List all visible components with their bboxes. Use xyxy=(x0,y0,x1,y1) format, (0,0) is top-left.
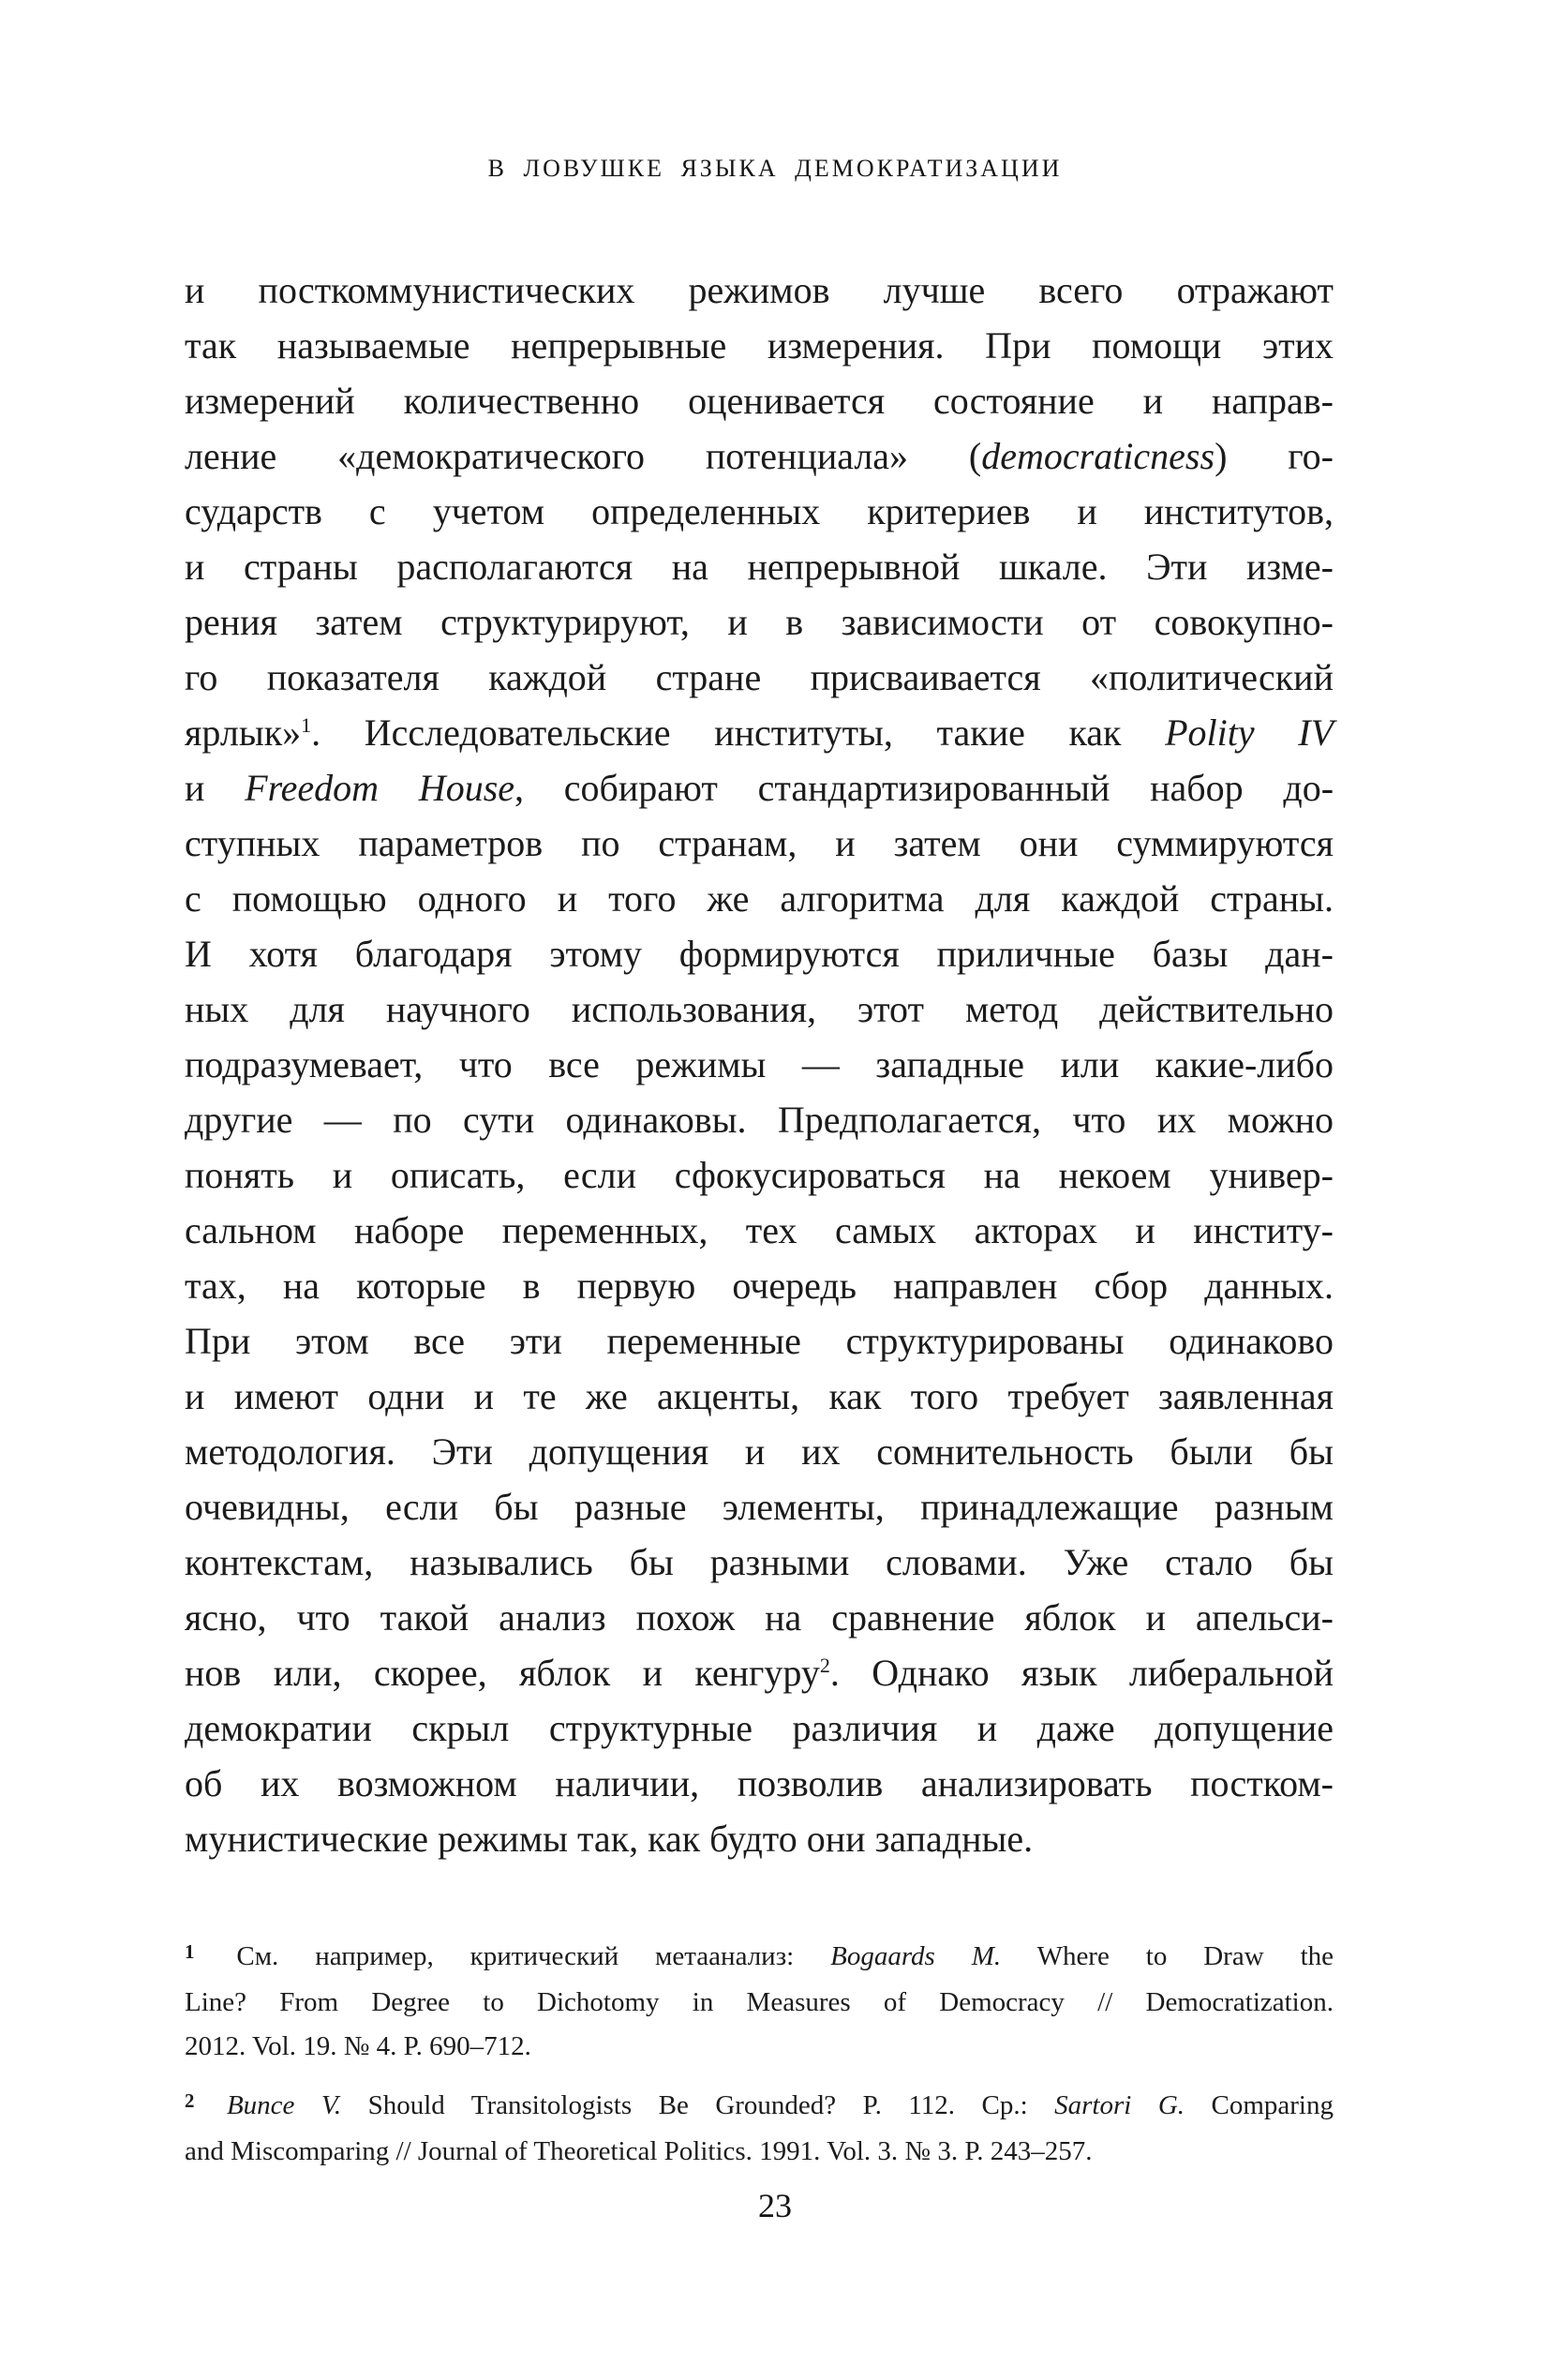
text-run: и страны располагаются на непрерывной шкале. Эти изме- xyxy=(185,546,1334,588)
footnotes-section xyxy=(185,1935,1334,2174)
text-run: подразумевает, что все режимы — западные или какие-либо xyxy=(185,1043,1334,1085)
footnote-line xyxy=(185,2130,1334,2174)
footnote-2 xyxy=(185,2084,1334,2174)
text-run: и xyxy=(185,767,246,809)
body-line xyxy=(185,594,1334,650)
body-line xyxy=(185,428,1334,484)
text-run: ление «демократического потенциала» ( xyxy=(185,435,982,477)
text-run: сударств с учетом определенных критериев и институтов, xyxy=(185,490,1334,532)
body-line xyxy=(185,1479,1334,1534)
text-run: Line? From Degree to Dichotomy in Measures of Democracy // Democratization. xyxy=(185,1987,1334,2017)
body-line xyxy=(185,1037,1334,1092)
text-run: ясно, что такой анализ похож на сравнение яблок и апельси- xyxy=(185,1596,1334,1639)
text-run: другие — по сути одинаковы. Предполагается, что их можно xyxy=(185,1099,1334,1141)
body-line xyxy=(185,1756,1334,1811)
italic-text: Bunce V. xyxy=(226,2090,342,2120)
text-run: ных для научного использования, этот метод действительно xyxy=(185,988,1334,1030)
body-line xyxy=(185,1424,1334,1479)
footnote-marker: 2 xyxy=(185,2088,195,2112)
text-run: ступных параметров по странам, и затем они суммируются xyxy=(185,822,1334,864)
text-run: и посткоммунистических режимов лучше всего отражают xyxy=(185,269,1334,311)
italic-text: Polity IV xyxy=(1165,711,1334,754)
text-run: рения затем структурируют, и в зависимости от совокупно- xyxy=(185,601,1334,643)
text-run: Comparing xyxy=(1185,2090,1334,2120)
text-run: понять и описать, если сфокусироваться на некоем универ- xyxy=(185,1154,1334,1196)
text-run: Should Transitologists Be Grounded? P. 112. Ср.: xyxy=(341,2090,1055,2120)
text-run: И хотя благодаря этому формируются приличные базы дан- xyxy=(185,933,1334,975)
footnote-reference: 2 xyxy=(819,1653,830,1677)
body-line xyxy=(185,1811,1334,1866)
footnote-1 xyxy=(185,1935,1334,2069)
text-run: об их возможном наличии, позволив анализировать постком- xyxy=(185,1762,1334,1804)
body-line xyxy=(185,373,1334,428)
body-line xyxy=(185,926,1334,981)
text-run: методология. Эти допущения и их сомнительность были бы xyxy=(185,1430,1334,1473)
body-line xyxy=(185,1590,1334,1645)
text-run: , собирают стандартизированный набор до- xyxy=(514,767,1334,809)
text-run: нов или, скорее, яблок и кенгуру xyxy=(185,1652,820,1694)
text-run: мунистические режимы так, как будто они западные. xyxy=(185,1818,1034,1860)
italic-text: Sartori G. xyxy=(1054,2090,1185,2120)
italic-text: Bogaards M. xyxy=(830,1941,1002,1971)
text-run: измерений количественно оценивается состояние и направ- xyxy=(185,380,1334,422)
body-line xyxy=(185,816,1334,871)
body-line xyxy=(185,1092,1334,1147)
footnote-line xyxy=(185,1981,1334,2025)
italic-text: democraticness xyxy=(981,435,1215,477)
page-number: 23 xyxy=(758,2187,792,2224)
footnote-marker: 1 xyxy=(185,1939,195,1963)
text-run: сальном наборе переменных, тех самых акторах и институ- xyxy=(185,1209,1334,1251)
text-run: См. например, критический метаанализ: xyxy=(200,1941,831,1971)
italic-text: Freedom House xyxy=(245,767,515,809)
text-run: . Однако язык либеральной xyxy=(829,1652,1334,1694)
body-line xyxy=(185,1203,1334,1258)
body-line xyxy=(185,1313,1334,1369)
text-run: 2012. Vol. 19. № 4. P. 690–712. xyxy=(185,2031,531,2061)
footnote-line xyxy=(185,2084,1334,2130)
text-run: контекстам, назывались бы разными словами. Уже стало бы xyxy=(185,1541,1334,1583)
text-run: ) го- xyxy=(1215,435,1334,477)
body-line xyxy=(185,484,1334,539)
text-run: тах, на которые в первую очередь направлен сбор данных. xyxy=(185,1265,1334,1307)
running-head: В ЛОВУШКЕ ЯЗЫКА ДЕМОКРАТИЗАЦИИ xyxy=(487,155,1063,182)
footnote-line xyxy=(185,1935,1334,1981)
body-line xyxy=(185,1258,1334,1313)
body-line xyxy=(185,1369,1334,1424)
text-run: ярлык» xyxy=(185,711,302,754)
body-line xyxy=(185,650,1334,705)
body-text xyxy=(185,262,1334,1866)
body-line xyxy=(185,981,1334,1037)
text-run: При этом все эти переменные структурированы одинаково xyxy=(185,1320,1334,1362)
text-run: демократии скрыл структурные различия и даже допущение xyxy=(185,1707,1334,1749)
body-line xyxy=(185,1700,1334,1756)
text-run: . Исследовательские институты, такие как xyxy=(311,711,1166,754)
body-line xyxy=(185,318,1334,373)
text-run: го показателя каждой стране присваивается «политический xyxy=(185,656,1334,698)
text-run: и имеют одни и те же акценты, как того требует заявленная xyxy=(185,1375,1334,1417)
text-run: так называемые непрерывные измерения. При помощи этих xyxy=(185,324,1334,367)
body-line xyxy=(185,871,1334,926)
text-run: с помощью одного и того же алгоритма для каждой страны. xyxy=(185,877,1334,920)
body-line xyxy=(185,1534,1334,1590)
body-line xyxy=(185,760,1334,816)
body-line xyxy=(185,539,1334,594)
text-run xyxy=(200,2090,227,2120)
text-run: Where to Draw the xyxy=(1001,1941,1334,1971)
body-line xyxy=(185,705,1334,760)
footnote-reference: 1 xyxy=(301,712,312,737)
body-line xyxy=(185,1147,1334,1203)
text-run: and Miscomparing // Journal of Theoretical Politics. 1991. Vol. 3. № 3. P. 243–257. xyxy=(185,2136,1093,2166)
footnote-line xyxy=(185,2025,1334,2069)
body-line xyxy=(185,262,1334,318)
text-run: очевидны, если бы разные элементы, принадлежащие разным xyxy=(185,1486,1334,1528)
body-line xyxy=(185,1645,1334,1700)
